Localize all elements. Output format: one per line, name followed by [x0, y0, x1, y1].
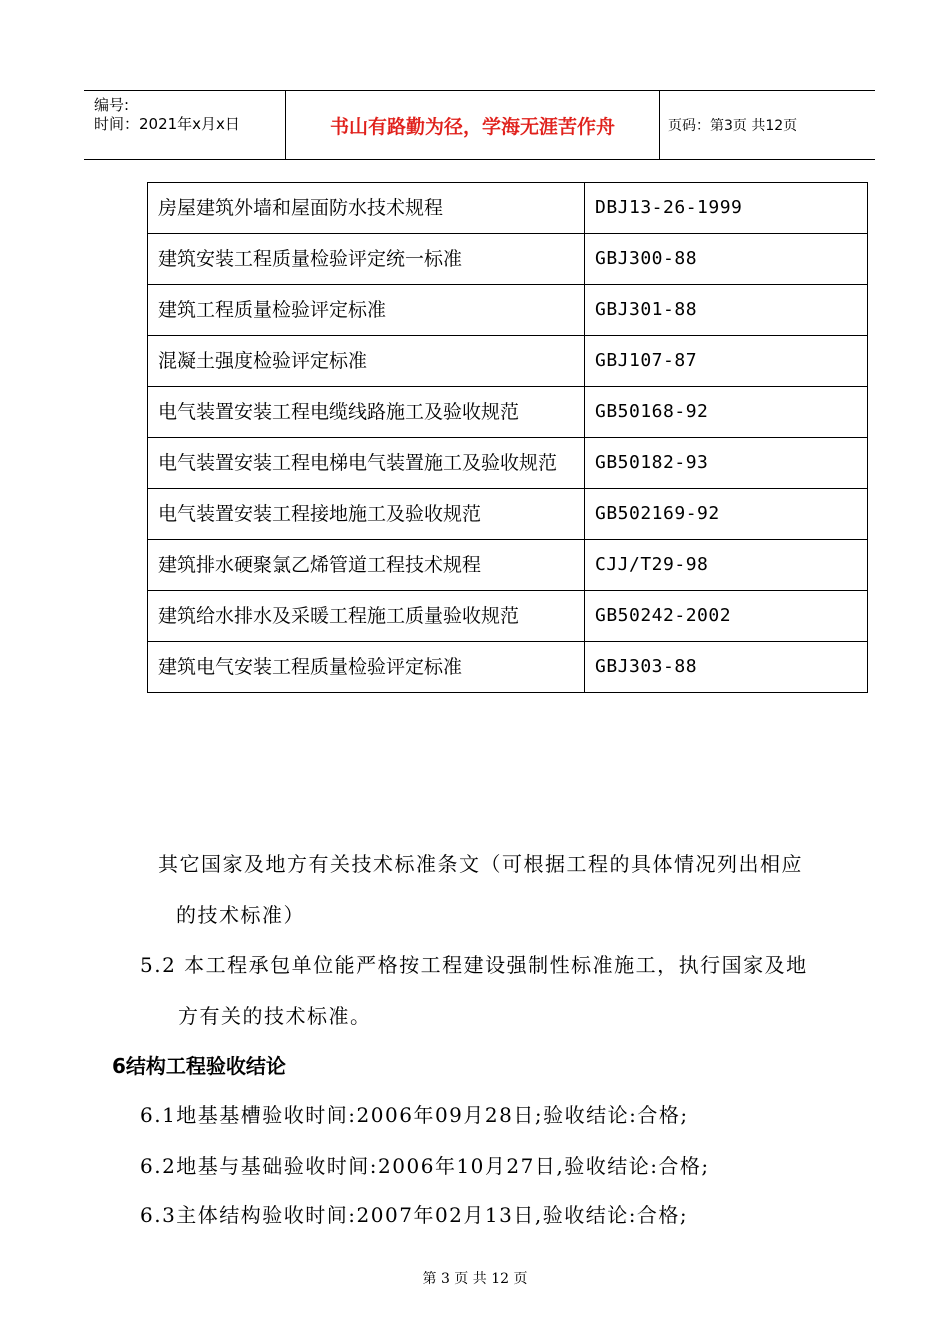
- table-row: [148, 183, 868, 234]
- header-page-info: 页码：第3页 共12页: [668, 118, 798, 134]
- standard-code: GB50242-2002: [585, 591, 868, 642]
- standard-code: GBJ300-88: [585, 234, 868, 285]
- standard-code: GBJ301-88: [585, 285, 868, 336]
- table-row: [148, 336, 868, 387]
- standard-name: 建筑工程质量检验评定标准: [148, 285, 585, 336]
- table-row: [148, 489, 868, 540]
- standard-name: 建筑给水排水及采暖工程施工质量验收规范: [148, 591, 585, 642]
- standard-name: 电气装置安装工程电梯电气装置施工及验收规范: [148, 438, 585, 489]
- standard-name: 建筑排水硬聚氯乙烯管道工程技术规程: [148, 540, 585, 591]
- item-6-1: 6.1地基基槽验收时间:2006年09月28日;验收结论:合格;: [140, 1103, 689, 1127]
- other-standards-line-2: 的技术标准）: [176, 903, 305, 927]
- standard-code: GB50182-93: [585, 438, 868, 489]
- document-time: 时间：2021年x月x日: [94, 115, 240, 133]
- standard-name: 建筑安装工程质量检验评定统一标准: [148, 234, 585, 285]
- standard-code: GB502169-92: [585, 489, 868, 540]
- header-motto: 书山有路勤为径，学海无涯苦作舟: [286, 91, 660, 159]
- standards-table: [147, 182, 868, 693]
- other-standards-line-1: 其它国家及地方有关技术标准条文（可根据工程的具体情况列出相应: [158, 852, 803, 876]
- table-row: [148, 642, 868, 693]
- clause-5-2-line-1: 5.2 本工程承包单位能严格按工程建设强制性标准施工，执行国家及地: [140, 953, 808, 977]
- table-row: [148, 438, 868, 489]
- standard-code: GBJ107-87: [585, 336, 868, 387]
- standard-code: DBJ13-26-1999: [585, 183, 868, 234]
- header-meta: [84, 91, 286, 159]
- page-header: [84, 90, 875, 160]
- table-row: [148, 285, 868, 336]
- clause-5-2-line-2: 方有关的技术标准。: [178, 1004, 372, 1028]
- table-row: [148, 387, 868, 438]
- standard-code: GB50168-92: [585, 387, 868, 438]
- page-footer: 第 3 页 共 12 页: [422, 1271, 528, 1287]
- standard-name: 房屋建筑外墙和屋面防水技术规程: [148, 183, 585, 234]
- document-number-label: 编号:: [94, 96, 130, 114]
- item-6-2: 6.2地基与基础验收时间:2006年10月27日,验收结论:合格;: [140, 1154, 710, 1178]
- standard-name: 电气装置安装工程电缆线路施工及验收规范: [148, 387, 585, 438]
- table-row: [148, 234, 868, 285]
- table-row: [148, 540, 868, 591]
- standard-name: 混凝土强度检验评定标准: [148, 336, 585, 387]
- table-row: [148, 591, 868, 642]
- item-6-3: 6.3主体结构验收时间:2007年02月13日,验收结论:合格;: [140, 1203, 689, 1227]
- standard-name: 建筑电气安装工程质量检验评定标准: [148, 642, 585, 693]
- standard-code: GBJ303-88: [585, 642, 868, 693]
- section-6-heading: 6结构工程验收结论: [112, 1054, 286, 1078]
- standard-name: 电气装置安装工程接地施工及验收规范: [148, 489, 585, 540]
- standard-code: CJJ/T29-98: [585, 540, 868, 591]
